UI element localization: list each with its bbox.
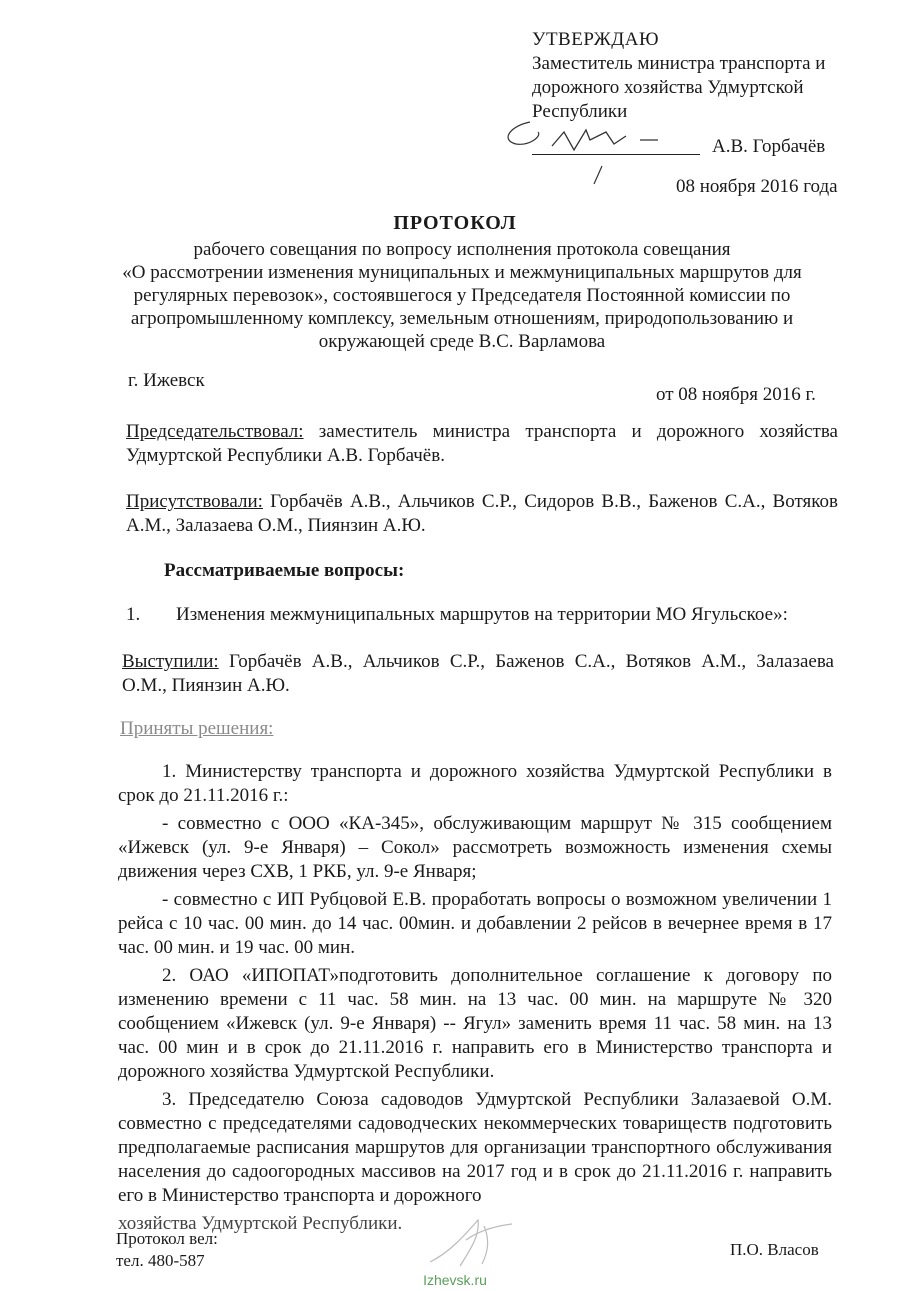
decision-2: 2. ОАО «ИПОПАТ»подготовить дополнительное соглашение к договору по изменению времени с 11 час. 58 мин. на 13 час. 00 мин. на маршруте № 320 сообщением «Ижевск (ул. 9-е Января) -- Ягул» заменить время 11 час. 58 мин. на 13 час. 00 мин и в срок до 21.11.2016 г. направить его в Министерство транспорта и дорожного хозяйства Удмуртской Республики. (118, 965, 832, 1082)
approval-date: 08 ноября 2016 года (676, 176, 838, 197)
place: г. Ижевск (128, 370, 205, 391)
watermark: Izhevsk.ru (423, 1272, 487, 1288)
recorder-name: П.О. Власов (730, 1240, 819, 1259)
approval-line-1: Заместитель министра транспорта и (532, 53, 826, 74)
decisions-heading: Приняты решения: (120, 718, 274, 739)
document-subtitle (112, 238, 812, 353)
approval-line-3: Республики (532, 101, 628, 122)
meeting-date: от 08 ноября 2016 г. (656, 384, 816, 405)
decision-1: 1. Министерству транспорта и дорожного хозяйства Удмуртской Республики в срок до 21.11.2016 г.: (118, 761, 832, 806)
approval-line-2: дорожного хозяйства Удмуртской (532, 77, 804, 98)
decision-1a: - совместно с ООО «КА-345», обслуживающим маршрут № 315 сообщением «Ижевск (ул. 9-е Января) – Сокол» рассмотреть возможность изменения схемы движения через СХВ, 1 РКБ, ул. 9-е Января; (118, 813, 832, 882)
recorder-signature (420, 1206, 530, 1276)
footer-left (116, 1228, 218, 1272)
approval-signer: А.В. Горбачёв (712, 136, 826, 157)
decisions-list (118, 760, 832, 1240)
present-paragraph (126, 490, 838, 538)
questions-heading: Рассматриваемые вопросы: (164, 560, 405, 581)
recorded-by-label: Протокол вел: (116, 1229, 218, 1248)
spoke-paragraph (122, 650, 834, 698)
subtitle-line-1: рабочего совещания по вопросу исполнения протокола совещания (193, 239, 731, 260)
question-1-text: Изменения межмуниципальных маршрутов на территории МО Ягульское»: (176, 604, 788, 625)
decision-3: 3. Председателю Союза садоводов Удмуртской Республики Залазаевой О.М. совместно с председателями садоводческих некоммерческих товариществ подготовить предполагаемые расписания маршрутов для организации транспортного обслуживания населения до садоогородных массивов на 2017 год и в срок до 21.11.2016 г. направить его в Министерство транспорта и дорожного (118, 1089, 832, 1206)
chaired-paragraph (126, 420, 838, 468)
chaired-label: Председательствовал: (126, 421, 304, 442)
approval-signature (490, 96, 700, 196)
subtitle-line-5: окружающей среде В.С. Варламова (318, 331, 606, 352)
subtitle-line-3: регулярных перевозок», состоявшегося у Председателя Постоянной комиссии по (133, 285, 791, 306)
spoke-text: Горбачёв А.В., Альчиков С.Р., Баженов С.А., Вотяков А.М., Залазаева О.М., Пиянзин А.Ю. (122, 651, 834, 696)
present-text: Горбачёв А.В., Альчиков С.Р., Сидоров В.В., Баженов С.А., Вотяков А.М., Залазаева О.М., Пиянзин А.Ю. (126, 491, 838, 536)
phone: тел. 480-587 (116, 1251, 205, 1270)
question-1-number: 1. (126, 604, 141, 625)
document-title: ПРОТОКОЛ (393, 212, 517, 234)
approval-heading: УТВЕРЖДАЮ (532, 29, 659, 50)
subtitle-line-4: агропромышленному комплексу, земельным отношениям, природопользованию и (130, 308, 794, 329)
decision-3-end: хозяйства Удмуртской Республики. (118, 1213, 403, 1234)
decision-1b: - совместно с ИП Рубцовой Е.В. проработать вопросы о возможном увеличении 1 рейса с 10 час. 00 мин. до 14 час. 00мин. и добавлении 2 рейсов в вечернее время в 17 час. 00 мин. и 19 час. 00 мин. (118, 889, 832, 958)
question-1 (126, 604, 838, 626)
subtitle-line-2: «О рассмотрении изменения муниципальных и межмуниципальных маршрутов для (122, 262, 802, 283)
spoke-label: Выступили: (122, 651, 219, 672)
present-label: Присутствовали: (126, 491, 263, 512)
chaired-text: заместитель министра транспорта и дорожного хозяйства Удмуртской Республики А.В. Горбачёв. (126, 421, 838, 466)
